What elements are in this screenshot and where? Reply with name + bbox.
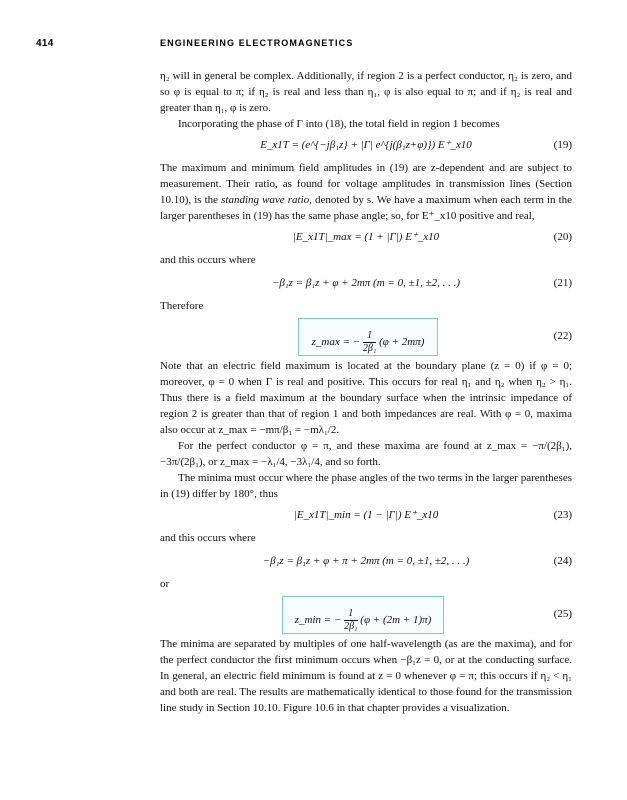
equation-19-label: (19) — [553, 139, 572, 151]
equation-20 — [160, 224, 572, 252]
equation-22 — [160, 316, 572, 358]
equation-22-rhs: (φ + 2mπ) — [379, 336, 425, 349]
page-number: 414 — [36, 38, 54, 49]
equation-22-label: (22) — [553, 330, 572, 342]
text-where-2: and this occurs where — [160, 532, 256, 544]
equation-25-box — [282, 596, 444, 634]
equation-19-expression: E_x1T = (e^{−jβ₁z} + |Γ| e^{j(β₁z+φ)}) E⁺_x10 — [260, 139, 472, 151]
paragraph-4: Note that an electric field maximum is located at the boundary plane (z = 0) if φ = 0; moreover, φ = 0 when Γ is real and positive. This occurs for real η₁ and η₂ when η₂ > η₁. Thus there is a field maximum at the boundary surface when the intrinsic impedance of region 2 is greater than that of region 1 and both impedances are real. With φ = 0, maxima also occur at z_max = −mπ/β₁ = −mλ₁/2. — [160, 360, 572, 436]
equation-20-label: (20) — [553, 231, 572, 243]
equation-22-numerator: 1 — [363, 330, 376, 343]
equation-24-label: (24) — [553, 555, 572, 567]
text-where-1: and this occurs where — [160, 254, 256, 266]
equation-21-label: (21) — [553, 277, 572, 289]
equation-24-expression: −β₁z = β₁z + φ + π + 2mπ (m = 0, ±1, ±2, . . .) — [262, 555, 470, 567]
page-header — [36, 38, 596, 54]
page-body — [160, 68, 572, 716]
paragraph-3-end: denoted by s. We have a maximum when each term in the larger parentheses in (19) has the same phase angle; so, for E⁺_x10 positive and real, — [160, 194, 573, 222]
running-title: ENGINEERING ELECTROMAGNETICS — [160, 38, 354, 48]
equation-22-denominator: 2β₁ — [362, 343, 377, 354]
equation-25-fraction — [344, 608, 357, 633]
equation-25-numerator: 1 — [344, 608, 357, 621]
paragraph-5: For the perfect conductor φ = π, and these maxima are found at z_max = −π/(2β₁), −3π/(2β₁), or z_max = −λ₁/4, −3λ₁/4, and so forth. — [160, 440, 572, 468]
equation-21-expression: −β₁z = β₁z + φ + 2mπ (m = 0, ±1, ±2, . . .) — [271, 277, 461, 289]
equation-25 — [160, 594, 572, 636]
equation-25-denominator: 2β₁ — [344, 621, 358, 632]
paragraph-1: η₂ will in general be complex. Additionally, if region 2 is a perfect conductor, η₂ is zero, and so φ is equal to π; if η₂ is real and less than η₁, φ is also equal to π; and if η₂ is real and greater than η₁, φ is zero. — [160, 70, 572, 114]
text-therefore: Therefore — [160, 300, 204, 312]
paragraph-3 — [160, 160, 572, 224]
paragraph-2: Incorporating the phase of Γ into (18), the total field in region 1 becomes — [178, 118, 500, 130]
equation-20-expression: |E_x1T|_max = (1 + |Γ|) E⁺_x10 — [292, 231, 440, 243]
paragraph-6: The minima must occur where the phase angles of the two terms in the larger parentheses in (19) differ by 180°, thus — [160, 472, 572, 500]
equation-21 — [160, 270, 572, 298]
paragraph-3-start: The maximum and minimum field amplitudes in (19) are z-dependent and are subject to measurement. Their ratio, as found for voltage amplitudes in transmission lines (Section 10.10), is the — [160, 162, 572, 206]
equation-19 — [160, 132, 572, 160]
equation-25-rhs: (φ + (2m + 1)π) — [360, 614, 432, 627]
equation-22-expression — [299, 330, 437, 355]
equation-23 — [160, 502, 572, 530]
equation-23-label: (23) — [553, 509, 572, 521]
paragraph-7: The minima are separated by multiples of one half-wavelength (as are the maxima), and for the perfect conductor the first minimum occurs when −β₁z = 0, or at the conducting surface. In general, an electric field minimum is found at z = 0 whenever φ = π; this occurs if η₂ < η₁ and both are real. The results are mathematically identical to those found for the transmission line study in Section 10.10. Figure 10.6 in that chapter provides a visualization. — [160, 638, 572, 714]
equation-23-expression: |E_x1T|_min = (1 − |Γ|) E⁺_x10 — [293, 509, 439, 521]
equation-25-label: (25) — [553, 608, 572, 620]
equation-25-lhs: z_min = − — [294, 614, 342, 627]
standing-wave-ratio-term: standing wave ratio, — [221, 194, 312, 206]
equation-22-lhs: z_max = − — [311, 336, 361, 349]
text-or: or — [160, 578, 170, 590]
equation-22-box — [298, 318, 438, 356]
equation-25-expression — [283, 608, 443, 633]
equation-22-fraction — [363, 330, 376, 355]
equation-24 — [160, 548, 572, 576]
